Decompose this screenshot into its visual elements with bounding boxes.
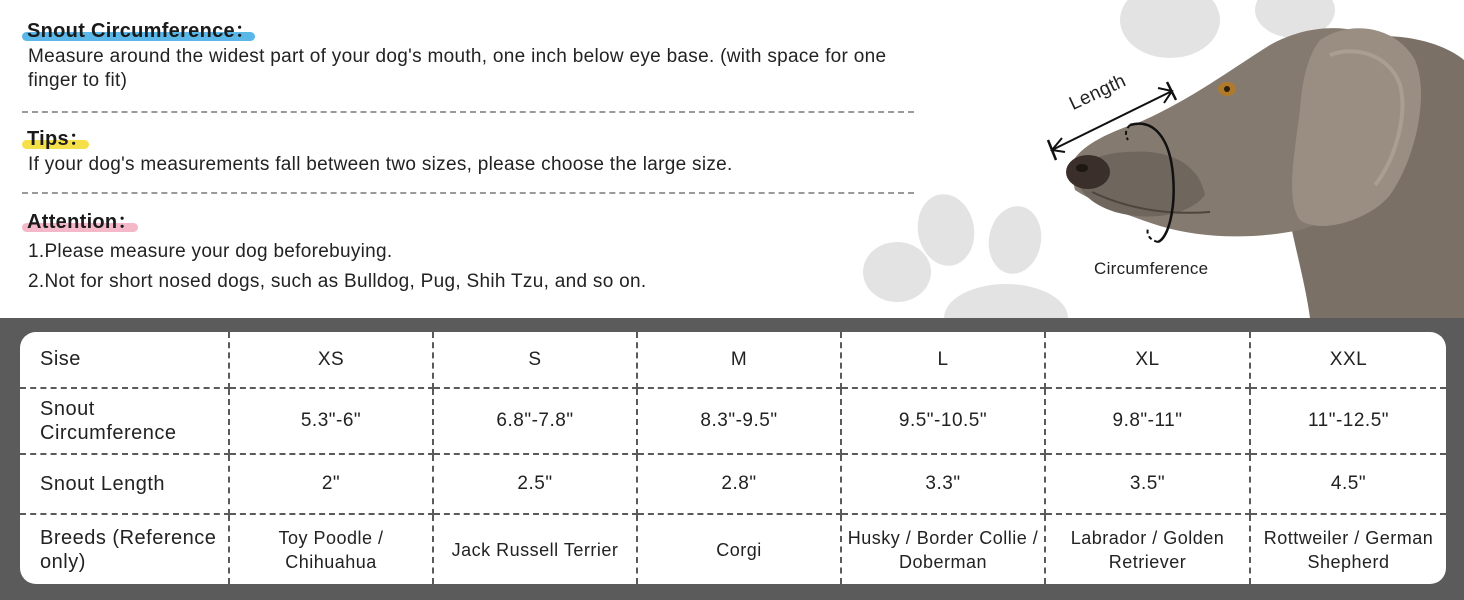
table-cell: 6.8"-7.8" <box>433 388 637 454</box>
table-header-cell: M <box>637 332 841 388</box>
table-cell: 2" <box>229 454 433 514</box>
table-header-cell: Sise <box>20 332 229 388</box>
row-label: Breeds (Reference only) <box>20 514 229 584</box>
circumference-label: Circumference <box>1094 259 1209 278</box>
table-cell: 9.5"-10.5" <box>841 388 1045 454</box>
divider <box>22 111 914 113</box>
snout-circumference-text: Measure around the widest part of your dog's mouth, one inch below eye base. (with space for one finger to fit) <box>28 46 887 91</box>
table-cell: Corgi <box>637 514 841 584</box>
table-cell: 3.3" <box>841 454 1045 514</box>
dog-measurement-diagram <box>1030 0 1464 318</box>
size-table <box>20 332 1446 584</box>
row-label: Snout Length <box>20 454 229 514</box>
row-label: Snout Circumference <box>20 388 229 454</box>
size-chart <box>20 332 1446 584</box>
table-cell: 8.3"-9.5" <box>637 388 841 454</box>
tips-heading: Tips： <box>27 128 90 150</box>
table-cell: Jack Russell Terrier <box>433 514 637 584</box>
table-header-cell: S <box>433 332 637 388</box>
table-cell: 4.5" <box>1250 454 1446 514</box>
table-row <box>20 514 1446 584</box>
table-header-cell: L <box>841 332 1045 388</box>
tips-section <box>22 122 912 177</box>
table-cell: Rottweiler / German Shepherd <box>1250 514 1446 584</box>
table-header-cell: XS <box>229 332 433 388</box>
table-row <box>20 454 1446 514</box>
table-header-row <box>20 332 1446 388</box>
table-cell: Toy Poodle / Chihuahua <box>229 514 433 584</box>
attention-line-1: 1.Please measure your dog beforebuying. <box>28 241 393 262</box>
attention-heading: Attention： <box>27 211 138 233</box>
table-cell: 3.5" <box>1045 454 1250 514</box>
tips-text: If your dog's measurements fall between two sizes, please choose the large size. <box>28 154 733 175</box>
table-row <box>20 388 1446 454</box>
table-cell: 2.8" <box>637 454 841 514</box>
attention-line-2: 2.Not for short nosed dogs, such as Bulldog, Pug, Shih Tzu, and so on. <box>28 271 647 292</box>
table-cell: 2.5" <box>433 454 637 514</box>
attention-section <box>22 205 912 294</box>
table-cell: 11"-12.5" <box>1250 388 1446 454</box>
table-cell: 9.8"-11" <box>1045 388 1250 454</box>
divider <box>22 192 914 194</box>
table-header-cell: XXL <box>1250 332 1446 388</box>
size-chart-frame <box>0 318 1464 600</box>
table-cell: Labrador / Golden Retriever <box>1045 514 1250 584</box>
table-header-cell: XL <box>1045 332 1250 388</box>
table-cell: Husky / Border Collie / Doberman <box>841 514 1045 584</box>
length-label: Length <box>1066 70 1130 115</box>
snout-circumference-heading: Snout Circumference： <box>27 20 256 42</box>
snout-circumference-section <box>22 14 912 93</box>
table-cell: 5.3"-6" <box>229 388 433 454</box>
